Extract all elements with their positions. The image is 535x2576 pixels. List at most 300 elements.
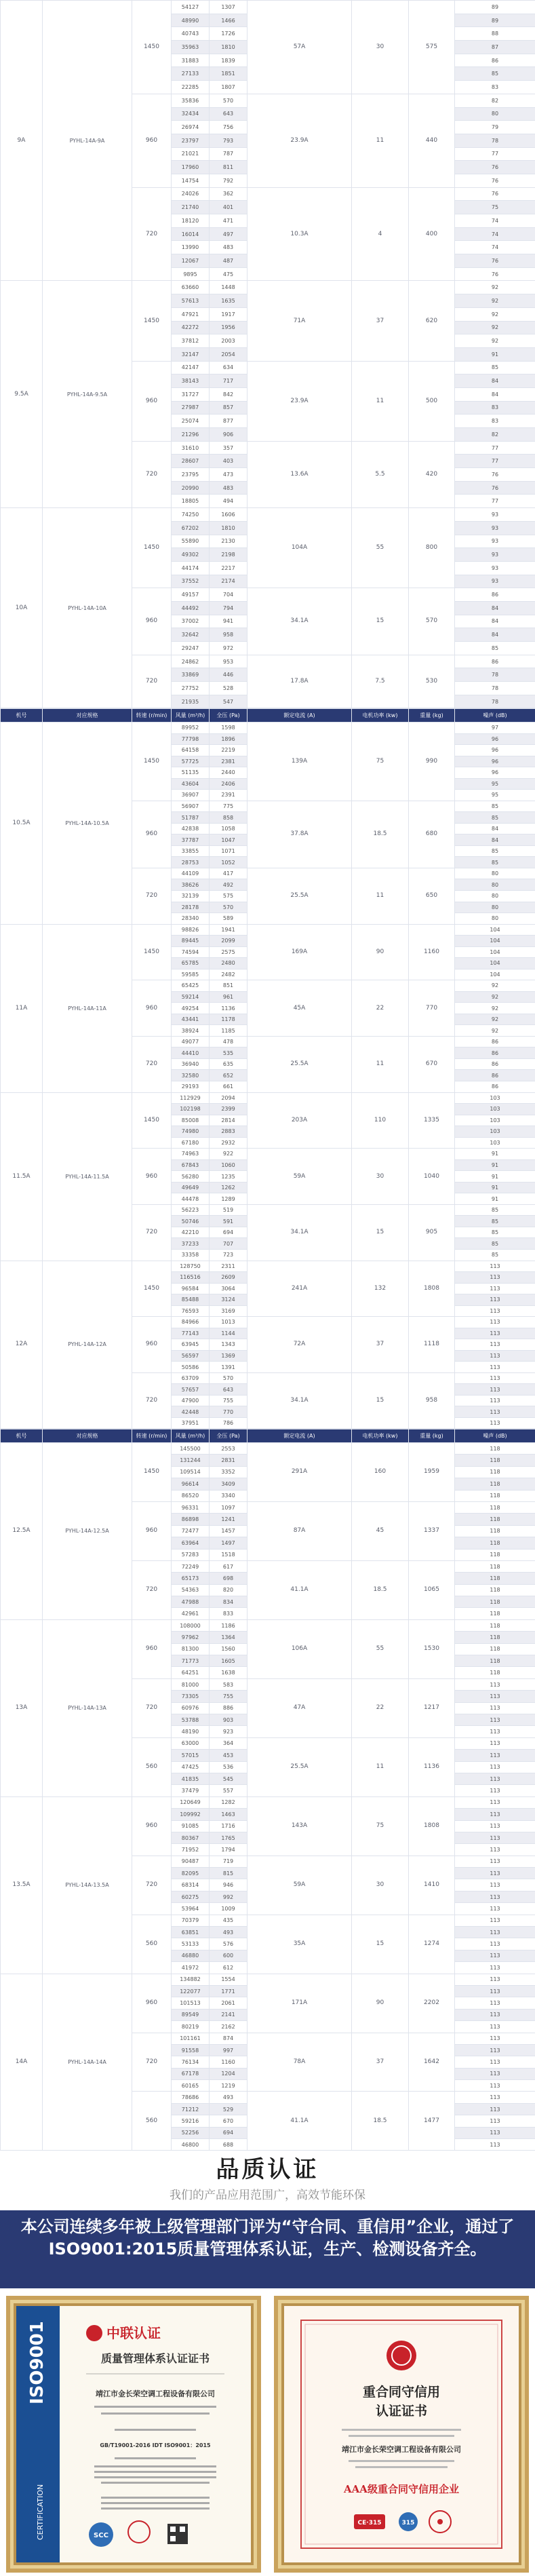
pressure-cell: 557 [210, 1785, 247, 1796]
airflow-cell: 72249 [172, 1560, 210, 1572]
pressure-cell: 3169 [210, 1305, 247, 1317]
noise-cell: 113 [455, 1879, 535, 1891]
airflow-cell: 74250 [172, 508, 210, 522]
noise-cell: 82 [455, 428, 535, 442]
pressure-cell: 2831 [210, 1455, 247, 1466]
noise-cell: 77 [455, 495, 535, 508]
rpm-cell: 720 [132, 1678, 172, 1737]
noise-cell: 92 [455, 307, 535, 321]
current-cell: 17.8A [247, 655, 352, 708]
noise-cell: 85 [455, 812, 535, 824]
noise-cell: 118 [455, 1643, 535, 1655]
airflow-cell: 22285 [172, 81, 210, 94]
motor-power-cell: 37 [352, 2033, 409, 2092]
noise-cell: 85 [455, 1204, 535, 1216]
pressure-cell: 2932 [210, 1137, 247, 1149]
pressure-cell: 858 [210, 812, 247, 824]
current-cell: 171A [247, 1974, 352, 2033]
rpm-cell: 720 [132, 441, 172, 507]
quality-section [0, 2151, 535, 2576]
current-cell: 25.5A [247, 868, 352, 924]
noise-cell: 93 [455, 561, 535, 575]
noise-cell: 104 [455, 969, 535, 980]
quality-title: 品质认证 [216, 2156, 319, 2183]
noise-cell: 113 [455, 1997, 535, 2009]
airflow-cell: 29247 [172, 642, 210, 655]
noise-cell: 95 [455, 778, 535, 790]
noise-cell: 113 [455, 1820, 535, 1832]
pressure-cell: 483 [210, 241, 247, 254]
airflow-cell: 68314 [172, 1879, 210, 1891]
airflow-cell: 47425 [172, 1761, 210, 1773]
weight-cell: 1136 [409, 1737, 455, 1796]
airflow-cell: 131244 [172, 1455, 210, 1466]
pressure-cell: 478 [210, 1036, 247, 1047]
column-header: 噪声 (dB) [455, 1429, 535, 1443]
rpm-cell: 1450 [132, 723, 172, 801]
quality-subtitle: 我们的产品应用范围广，高效节能环保 [170, 2189, 365, 2202]
airflow-cell: 40743 [172, 27, 210, 41]
noise-cell: 76 [455, 267, 535, 281]
airflow-cell: 37233 [172, 1238, 210, 1250]
airflow-cell: 33855 [172, 845, 210, 857]
motor-power-cell: 11 [352, 94, 409, 187]
noise-cell: 74 [455, 227, 535, 241]
current-cell: 143A [247, 1796, 352, 1856]
pressure-cell: 1765 [210, 1832, 247, 1843]
weight-cell: 1040 [409, 1149, 455, 1205]
pressure-cell: 497 [210, 227, 247, 241]
pressure-cell: 1235 [210, 1171, 247, 1183]
airflow-cell: 29193 [172, 1081, 210, 1093]
pressure-cell: 941 [210, 615, 247, 628]
airflow-cell: 101161 [172, 2033, 210, 2044]
weight-cell: 650 [409, 868, 455, 924]
pressure-cell: 992 [210, 1891, 247, 1902]
credit-cert-title2: 认证证书 [375, 2404, 428, 2419]
weight-cell: 670 [409, 1036, 455, 1092]
airflow-cell: 38626 [172, 879, 210, 891]
airflow-cell: 85488 [172, 1294, 210, 1306]
airflow-cell: 89952 [172, 723, 210, 734]
current-cell: 37.8A [247, 801, 352, 868]
noise-cell: 104 [455, 946, 535, 958]
pressure-cell: 833 [210, 1608, 247, 1619]
noise-cell: 79 [455, 121, 535, 134]
noise-cell: 113 [455, 1985, 535, 1997]
motor-power-cell: 37 [352, 281, 409, 361]
noise-cell: 113 [455, 2033, 535, 2044]
airflow-cell: 26974 [172, 121, 210, 134]
airflow-cell: 70379 [172, 1915, 210, 1926]
airflow-cell: 80367 [172, 1832, 210, 1843]
rpm-cell: 1450 [132, 924, 172, 980]
noise-cell: 78 [455, 695, 535, 708]
table-row [1, 1092, 535, 1104]
current-cell: 45A [247, 980, 352, 1037]
airflow-cell: 91085 [172, 1820, 210, 1832]
current-cell: 25.5A [247, 1036, 352, 1092]
noise-cell: 118 [455, 1667, 535, 1678]
motor-power-cell: 15 [352, 1372, 409, 1429]
airflow-cell: 63709 [172, 1372, 210, 1384]
noise-cell: 86 [455, 1070, 535, 1081]
airflow-cell: 63964 [172, 1537, 210, 1549]
pressure-cell: 403 [210, 455, 247, 468]
series-cell: PYHL-14A-11A [43, 924, 132, 1092]
airflow-cell: 65173 [172, 1573, 210, 1584]
pressure-cell: 857 [210, 401, 247, 415]
noise-cell: 118 [455, 1537, 535, 1549]
series-cell: PYHL-14A-13A [43, 1619, 132, 1796]
noise-cell: 113 [455, 1737, 535, 1749]
pressure-cell: 528 [210, 682, 247, 695]
airflow-cell: 31727 [172, 387, 210, 401]
airflow-cell: 18805 [172, 495, 210, 508]
weight-cell: 440 [409, 94, 455, 187]
airflow-cell: 53788 [172, 1714, 210, 1725]
airflow-cell: 27133 [172, 67, 210, 81]
iso9001-certificate-image [6, 2296, 261, 2573]
pressure-cell: 1160 [210, 2056, 247, 2068]
noise-cell: 96 [455, 745, 535, 756]
airflow-cell: 37812 [172, 334, 210, 348]
airflow-cell: 9895 [172, 267, 210, 281]
noise-cell: 85 [455, 642, 535, 655]
noise-cell: 118 [455, 1596, 535, 1608]
airflow-cell: 59214 [172, 991, 210, 1003]
airflow-cell: 77798 [172, 733, 210, 745]
pressure-cell: 1186 [210, 1619, 247, 1631]
airflow-cell: 24862 [172, 655, 210, 668]
airflow-cell: 44492 [172, 601, 210, 615]
noise-cell: 113 [455, 1691, 535, 1702]
model-cell: 9.5A [1, 281, 43, 508]
current-cell: 72A [247, 1317, 352, 1373]
current-cell: 34.1A [247, 1372, 352, 1429]
weight-cell: 570 [409, 588, 455, 655]
noise-cell: 113 [455, 1339, 535, 1351]
pressure-cell: 886 [210, 1702, 247, 1714]
pressure-cell: 1136 [210, 1003, 247, 1014]
pressure-cell: 2406 [210, 778, 247, 790]
spec-section-1 [0, 0, 535, 708]
airflow-cell: 82095 [172, 1868, 210, 1879]
airflow-cell: 60976 [172, 1702, 210, 1714]
spec-header-row [1, 709, 535, 723]
motor-power-cell: 5.5 [352, 441, 409, 507]
airflow-cell: 55890 [172, 535, 210, 548]
iso9001-cert-title: 质量管理体系认证证书 [100, 2352, 210, 2365]
airflow-cell: 37787 [172, 834, 210, 846]
noise-cell: 113 [455, 2127, 535, 2138]
noise-cell: 85 [455, 1249, 535, 1261]
weight-cell: 770 [409, 980, 455, 1037]
airflow-cell: 89549 [172, 2009, 210, 2020]
noise-cell: 113 [455, 1903, 535, 1915]
rpm-cell: 1450 [132, 508, 172, 588]
noise-cell: 113 [455, 1384, 535, 1396]
airflow-cell: 44109 [172, 868, 210, 879]
weight-cell: 1337 [409, 1501, 455, 1560]
pressure-cell: 1956 [210, 321, 247, 334]
airflow-cell: 46800 [172, 2139, 210, 2151]
pressure-cell: 519 [210, 1204, 247, 1216]
rpm-cell: 960 [132, 1796, 172, 1856]
contract-credit-certificate-image [274, 2296, 529, 2573]
noise-cell: 113 [455, 2056, 535, 2068]
noise-cell: 118 [455, 1619, 535, 1631]
credit-grade: AAA级重合同守信用企业 [344, 2483, 459, 2495]
ce315-seal-text: CE·315 [357, 2520, 382, 2526]
current-cell: 10.3A [247, 187, 352, 281]
pressure-cell: 2399 [210, 1104, 247, 1115]
airflow-cell: 63945 [172, 1339, 210, 1351]
rpm-cell: 960 [132, 1974, 172, 2033]
weight-cell: 1065 [409, 1560, 455, 1619]
pressure-cell: 570 [210, 1372, 247, 1384]
airflow-cell: 91558 [172, 2044, 210, 2056]
pressure-cell: 1369 [210, 1350, 247, 1362]
airflow-cell: 78686 [172, 2092, 210, 2103]
motor-power-cell: 22 [352, 980, 409, 1037]
pressure-cell: 570 [210, 902, 247, 913]
rpm-cell: 960 [132, 1317, 172, 1373]
pressure-cell: 2381 [210, 756, 247, 767]
noise-cell: 92 [455, 281, 535, 294]
noise-cell: 118 [455, 1560, 535, 1572]
model-cell: 13A [1, 1619, 43, 1796]
rpm-cell: 1450 [132, 1, 172, 94]
airflow-cell: 28178 [172, 902, 210, 913]
noise-cell: 78 [455, 134, 535, 147]
weight-cell: 905 [409, 1204, 455, 1261]
airflow-cell: 37951 [172, 1417, 210, 1429]
pressure-cell: 1554 [210, 1974, 247, 1985]
motor-power-cell: 75 [352, 1796, 409, 1856]
airflow-cell: 76593 [172, 1305, 210, 1317]
pressure-cell: 1262 [210, 1182, 247, 1193]
series-cell: PYHL-14A-9.5A [43, 281, 132, 508]
airflow-cell: 102198 [172, 1104, 210, 1115]
pressure-cell: 961 [210, 991, 247, 1003]
pressure-cell: 694 [210, 2127, 247, 2138]
pressure-cell: 473 [210, 468, 247, 482]
airflow-cell: 28753 [172, 857, 210, 868]
noise-cell: 96 [455, 733, 535, 745]
pressure-cell: 1463 [210, 1809, 247, 1820]
airflow-cell: 24026 [172, 187, 210, 201]
pressure-cell: 906 [210, 428, 247, 442]
pressure-cell: 946 [210, 1879, 247, 1891]
pressure-cell: 1282 [210, 1796, 247, 1808]
current-cell: 25.5A [247, 1737, 352, 1796]
airflow-cell: 63660 [172, 281, 210, 294]
weight-cell: 1959 [409, 1443, 455, 1502]
column-header: 机号 [1, 709, 43, 723]
airflow-cell: 63000 [172, 1737, 210, 1749]
weight-cell: 1530 [409, 1619, 455, 1678]
pressure-cell: 575 [210, 890, 247, 902]
pressure-cell: 1013 [210, 1317, 247, 1328]
airflow-cell: 47900 [172, 1395, 210, 1406]
airflow-cell: 56280 [172, 1171, 210, 1183]
pressure-cell: 357 [210, 441, 247, 455]
airflow-cell: 67178 [172, 2068, 210, 2079]
pressure-cell: 483 [210, 481, 247, 495]
airflow-cell: 50746 [172, 1216, 210, 1227]
quality-banner-text: 本公司连续多年被上级管理部门评为“守合同、重信用”企业，通过了ISO9001:2015质量管理体系认证，生产、检测设备齐全。 [20, 2217, 515, 2258]
noise-cell: 113 [455, 1974, 535, 1985]
model-cell: 13.5A [1, 1796, 43, 1974]
airflow-cell: 21021 [172, 147, 210, 161]
airflow-cell: 63851 [172, 1927, 210, 1938]
airflow-cell: 64158 [172, 745, 210, 756]
noise-cell: 78 [455, 682, 535, 695]
spec-table [0, 1429, 535, 2151]
pressure-cell: 2217 [210, 561, 247, 575]
table-row [1, 1, 535, 14]
motor-power-cell: 18.5 [352, 801, 409, 868]
airflow-cell: 77143 [172, 1328, 210, 1339]
airflow-cell: 81000 [172, 1678, 210, 1690]
airflow-cell: 80219 [172, 2021, 210, 2033]
airflow-cell: 28340 [172, 913, 210, 925]
current-cell: 59A [247, 1856, 352, 1915]
current-cell: 203A [247, 1092, 352, 1149]
airflow-cell: 37552 [172, 575, 210, 588]
iso9001-company: 靖江市金长荣空调工程设备有限公司 [96, 2389, 215, 2398]
series-cell: PYHL-14A-10.5A [43, 723, 132, 925]
current-cell: 35A [247, 1915, 352, 1974]
column-header: 对应规格 [43, 709, 132, 723]
credit-company: 靖江市金长荣空调工程设备有限公司 [342, 2445, 461, 2454]
noise-cell: 84 [455, 601, 535, 615]
pressure-cell: 2061 [210, 1997, 247, 2009]
noise-cell: 86 [455, 588, 535, 602]
table-row [1, 924, 535, 936]
weight-cell: 2202 [409, 1974, 455, 2033]
airflow-cell: 35963 [172, 41, 210, 54]
airflow-cell: 36940 [172, 1058, 210, 1070]
spec-header-row [1, 1429, 535, 1443]
noise-cell: 118 [455, 1490, 535, 1501]
series-cell: PYHL-14A-12.5A [43, 1443, 132, 1620]
noise-cell: 84 [455, 374, 535, 388]
airflow-cell: 25074 [172, 415, 210, 428]
current-cell: 106A [247, 1619, 352, 1678]
airflow-cell: 31610 [172, 441, 210, 455]
pressure-cell: 787 [210, 147, 247, 161]
weight-cell: 620 [409, 281, 455, 361]
noise-cell: 91 [455, 1193, 535, 1205]
motor-power-cell: 75 [352, 723, 409, 801]
airflow-cell: 86520 [172, 1490, 210, 1501]
weight-cell: 400 [409, 187, 455, 281]
airflow-cell: 37002 [172, 615, 210, 628]
current-cell: 87A [247, 1501, 352, 1560]
current-cell: 23.9A [247, 361, 352, 441]
noise-cell: 84 [455, 834, 535, 846]
noise-cell: 113 [455, 1856, 535, 1867]
current-cell: 47A [247, 1678, 352, 1737]
airflow-cell: 17960 [172, 161, 210, 174]
airflow-cell: 74594 [172, 946, 210, 958]
column-header: 对应规格 [43, 1429, 132, 1443]
noise-cell: 96 [455, 767, 535, 779]
noise-cell: 92 [455, 1003, 535, 1014]
noise-cell: 83 [455, 401, 535, 415]
rpm-cell: 560 [132, 1915, 172, 1974]
rpm-cell: 720 [132, 1560, 172, 1619]
noise-cell: 80 [455, 890, 535, 902]
airflow-cell: 44478 [172, 1193, 210, 1205]
pressure-cell: 3340 [210, 1490, 247, 1501]
noise-cell: 91 [455, 1171, 535, 1183]
motor-power-cell: 132 [352, 1261, 409, 1317]
noise-cell: 113 [455, 1796, 535, 1808]
noise-cell: 118 [455, 1443, 535, 1455]
airflow-cell: 47988 [172, 1596, 210, 1608]
rpm-cell: 960 [132, 361, 172, 441]
motor-power-cell: 110 [352, 1092, 409, 1149]
pressure-cell: 617 [210, 1560, 247, 1572]
pressure-cell: 670 [210, 2115, 247, 2127]
noise-cell: 92 [455, 294, 535, 308]
pressure-cell: 634 [210, 361, 247, 374]
table-row [1, 508, 535, 522]
table-row [1, 281, 535, 294]
pressure-cell: 475 [210, 267, 247, 281]
noise-cell: 77 [455, 441, 535, 455]
pressure-cell: 770 [210, 1406, 247, 1418]
iso9001-standard: GB/T19001-2016 IDT ISO9001：2015 [100, 2442, 211, 2448]
noise-cell: 113 [455, 1844, 535, 1856]
airflow-cell: 47921 [172, 307, 210, 321]
pressure-cell: 707 [210, 1238, 247, 1250]
pressure-cell: 362 [210, 187, 247, 201]
noise-cell: 113 [455, 1773, 535, 1784]
airflow-cell: 51787 [172, 812, 210, 824]
noise-cell: 85 [455, 1238, 535, 1250]
airflow-cell: 57283 [172, 1549, 210, 1560]
noise-cell: 95 [455, 790, 535, 801]
noise-cell: 91 [455, 1182, 535, 1193]
noise-cell: 83 [455, 81, 535, 94]
model-cell: 10A [1, 508, 43, 708]
noise-cell: 74 [455, 241, 535, 254]
airflow-cell: 90487 [172, 1856, 210, 1867]
noise-cell: 85 [455, 1216, 535, 1227]
airflow-cell: 46880 [172, 1950, 210, 1961]
noise-cell: 118 [455, 1525, 535, 1537]
pressure-cell: 1307 [210, 1, 247, 14]
pressure-cell: 2198 [210, 548, 247, 562]
pressure-cell: 698 [210, 1573, 247, 1584]
noise-cell: 118 [455, 1584, 535, 1596]
pressure-cell: 1219 [210, 2080, 247, 2092]
weight-cell: 800 [409, 508, 455, 588]
pressure-cell: 1726 [210, 27, 247, 41]
airflow-cell: 21935 [172, 695, 210, 708]
noise-cell: 113 [455, 2103, 535, 2115]
weight-cell: 1160 [409, 924, 455, 980]
noise-cell: 113 [455, 1750, 535, 1761]
airflow-cell: 27752 [172, 682, 210, 695]
airflow-cell: 21740 [172, 201, 210, 214]
weight-cell: 575 [409, 1, 455, 94]
motor-power-cell: 11 [352, 1737, 409, 1796]
